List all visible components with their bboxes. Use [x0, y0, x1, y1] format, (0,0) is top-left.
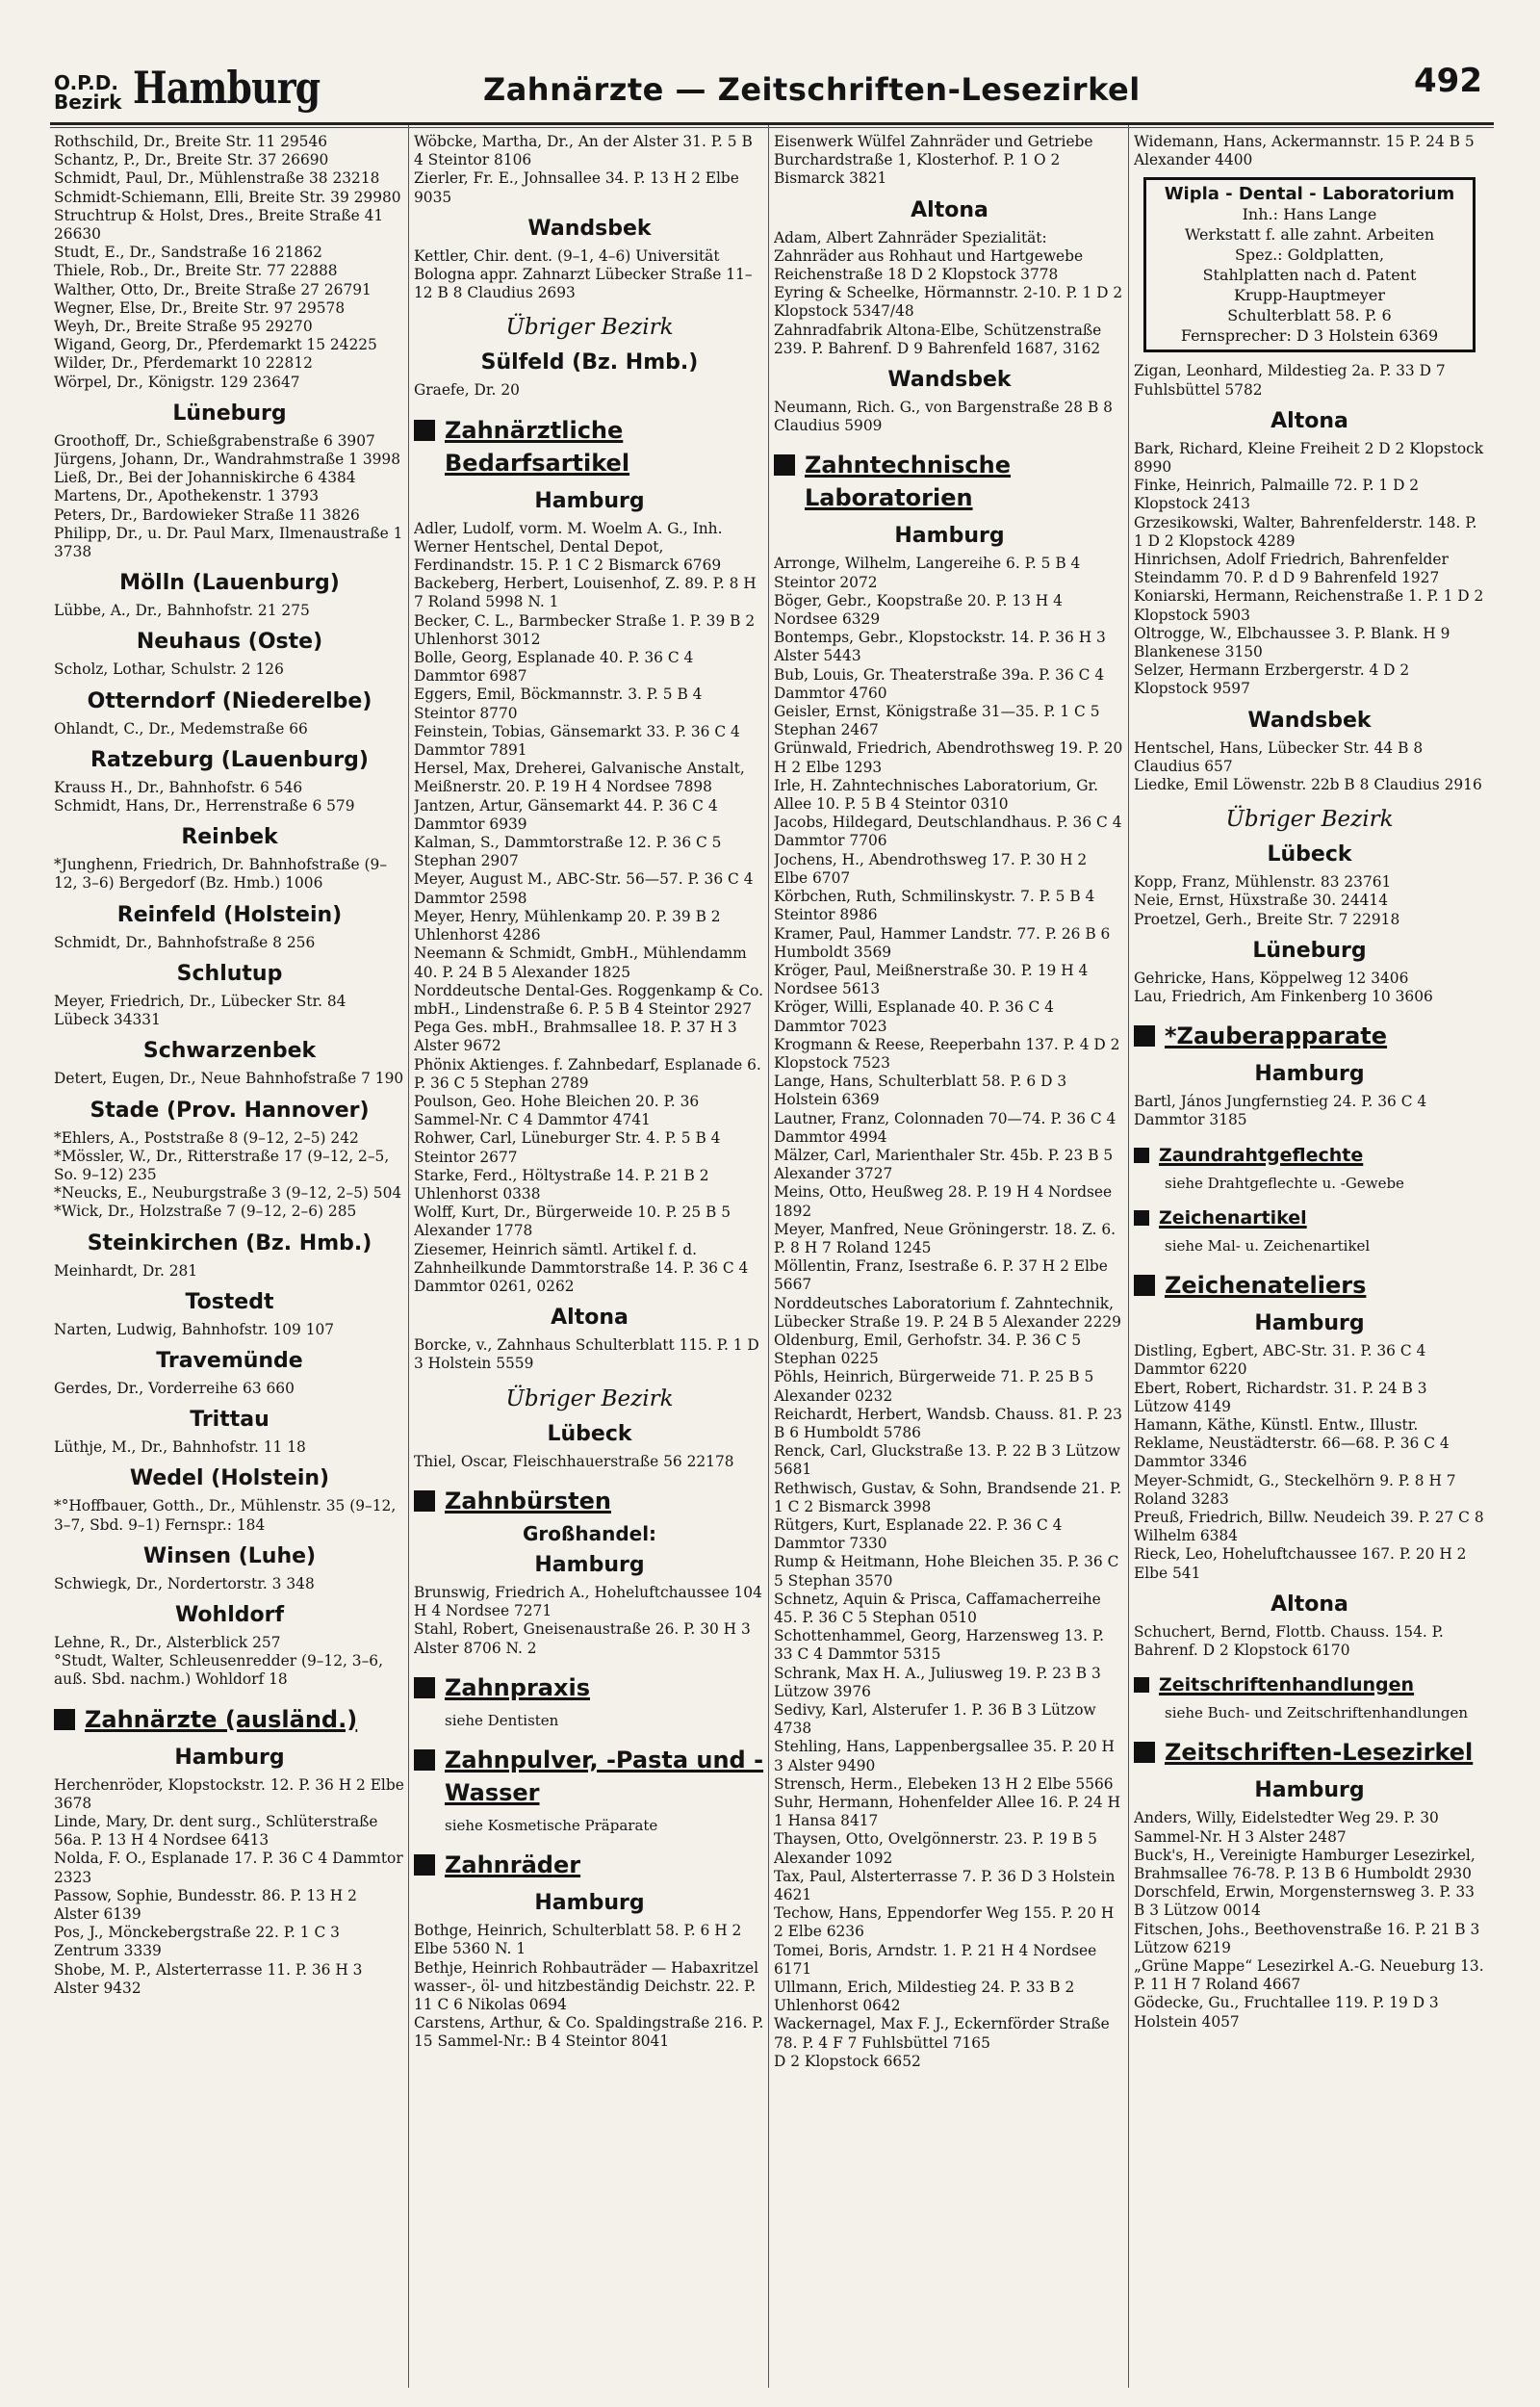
listing-entry: Narten, Ludwig, Bahnhofstr. 109 107: [54, 1320, 335, 1338]
town-heading: Ratzeburg (Lauenburg): [90, 747, 369, 772]
listing-entry: Proetzel, Gerh., Breite Str. 7 22918: [1134, 910, 1400, 928]
listing-entry: Ebert, Robert, Richardstr. 31. P. 24 B 3 Lützow 4149: [1134, 1379, 1427, 1415]
listing-entry: Dorschfeld, Erwin, Morgensternsweg 3. P. 33 B 3 Lützow 0014: [1134, 1883, 1475, 1920]
listing-entry: Kopp, Franz, Mühlenstr. 83 23761: [1134, 873, 1392, 892]
listing-entry: Neemann & Schmidt, GmbH., Mühlendamm 40. P. 24 B 5 Alexander 1825: [414, 945, 747, 981]
section-block: [414, 1744, 765, 1835]
town-heading: Hamburg: [534, 1891, 645, 1916]
section-title: [1165, 1736, 1473, 1769]
listing-entry: Kröger, Paul, Meißnerstraße 30. P. 19 H 4 Nordsee 5613: [774, 961, 1089, 998]
column-divider: [768, 125, 769, 2388]
town-heading: Mölln (Lauenburg): [119, 571, 340, 596]
section-square-icon: [774, 454, 795, 476]
see-also-note: siehe Kosmetische Präparate: [445, 1816, 658, 1834]
listing-entry: Techow, Hans, Eppendorfer Weg 155. P. 20 H 2 Elbe 6236: [774, 1904, 1115, 1941]
listing-entry: Wolff, Kurt, Dr., Bürgerweide 10. P. 25 B 5 Alexander 1778: [414, 1204, 732, 1240]
town-heading: Hamburg: [1254, 1311, 1365, 1336]
listing-entry: Zierler, Fr. E., Johnsallee 34. P. 13 H 2 Elbe 9035: [414, 169, 739, 206]
listing-entry: Jacobs, Hildegard, Deutschlandhaus. P. 36 C 4 Dammtor 7706: [774, 814, 1122, 850]
section-title: [1159, 1144, 1363, 1167]
section-block: [1134, 1206, 1485, 1255]
listing-entry: Anders, Willy, Eidelstedter Weg 29. P. 30 Sammel-Nr. H 3 Alster 2487: [1134, 1809, 1439, 1846]
listing-entry: Meyer, Friedrich, Dr., Lübecker Str. 84 Lübeck 34331: [54, 992, 346, 1029]
listing-entry: Eisenwerk Wülfel Zahnräder und Getriebe Burchardstraße 1, Klosterhof. P. 1 O 2 Bismarck 3821: [774, 133, 1093, 188]
listing-entry: Krogmann & Reese, Reeperbahn 137. P. 4 D 2 Klopstock 7523: [774, 1035, 1120, 1072]
section-title-text: Zahnärzte (ausländ.): [85, 1705, 358, 1733]
section-square-icon: [1134, 1677, 1149, 1693]
listing-entry: Ziesemer, Heinrich sämtl. Artikel f. d. Zahnheilkunde Dammtorstraße 14. P. 36 C 4 Dammtor 0261, 0262: [414, 1240, 749, 1295]
listing-entry: Wegner, Else, Dr., Breite Str. 97 29578: [54, 298, 346, 317]
listing-entry: Bethje, Heinrich Rohbauträder — Habaxritzel wasser-, öl- und hitzbeständig Deichstr. 22. P. 11 C 6 Nikolas 0694: [414, 1958, 759, 2013]
listing-entry: Kalman, S., Dammtorstraße 12. P. 36 C 5 Stephan 2907: [414, 834, 722, 870]
listing-entry: Backeberg, Herbert, Louisenhof, Z. 89. P. 8 H 7 Roland 5998 N. 1: [414, 575, 757, 611]
section-square-icon: [414, 1749, 435, 1771]
listing-entry: Wackernagel, Max F. J., Eckernförder Straße 78. P. 4 F 7 Fuhlsbüttel 7165: [774, 2015, 1110, 2052]
listing-entry: Schrank, Max H. A., Juliusweg 19. P. 23 B 3 Lützow 3976: [774, 1664, 1101, 1700]
listing-entry: *Ehlers, A., Poststraße 8 (9–12, 2–5) 242: [54, 1128, 359, 1147]
section-square-icon: [1134, 1275, 1155, 1296]
listing-entry: Adler, Ludolf, vorm. M. Woelm A. G., Inh. Werner Hentschel, Dental Depot, Ferdinandstr. 15. P. 1 C 2 Bismarck 6769: [414, 519, 723, 575]
listing-entry: Ließ, Dr., Bei der Johanniskirche 6 4384: [54, 469, 356, 487]
listing-entry: Philipp, Dr., u. Dr. Paul Marx, Ilmenaustraße 1 3738: [54, 524, 403, 561]
section-heading: [414, 414, 765, 479]
section-square-icon: [414, 1854, 435, 1876]
listing-entry: Rieck, Leo, Hoheluftchaussee 167. P. 20 H 2 Elbe 541: [1134, 1545, 1467, 1582]
listing-entry: Oldenburg, Emil, Gerhofstr. 34. P. 36 C 5 Stephan 0225: [774, 1331, 1082, 1368]
listing-entry: Neumann, Rich. G., von Bargenstraße 28 B 8 Claudius 5909: [774, 399, 1113, 435]
listing-entry: Liedke, Emil Löwenstr. 22b B 8 Claudius 2916: [1134, 776, 1482, 794]
section-block: [774, 449, 1125, 514]
listing-entry: Norddeutsches Laboratorium f. Zahntechnik, Lübecker Straße 19. P. 24 B 5 Alexander 2229: [774, 1294, 1121, 1331]
town-heading: Wandsbek: [527, 216, 652, 241]
listing-entry: Brunswig, Friedrich A., Hoheluftchaussee 104 H 4 Nordsee 7271: [414, 1583, 762, 1620]
listing-entry: Lehne, R., Dr., Alsterblick 257: [54, 1633, 281, 1651]
listing-entry: Grünwald, Friedrich, Abendrothsweg 19. P. 20 H 2 Elbe 1293: [774, 739, 1123, 776]
listing-entry: Selzer, Hermann Erzbergerstr. 4 D 2 Klopstock 9597: [1134, 661, 1410, 698]
listing-entry: Peters, Dr., Bardowieker Straße 11 3826: [54, 505, 360, 524]
section-heading: [1134, 1020, 1485, 1052]
section-heading: [1134, 1736, 1485, 1769]
listing-entry: Oltrogge, W., Elbchaussee 3. P. Blank. H 9 Blankenese 3150: [1134, 624, 1450, 661]
column-divider: [408, 125, 409, 2388]
column-1: [54, 133, 405, 2386]
section-block: [1134, 1020, 1485, 1052]
listing-entry: Groothoff, Dr., Schießgrabenstraße 6 3907: [54, 431, 375, 450]
listing-entry: Schnetz, Aquin & Prisca, Caffamacherreihe 45. P. 36 C 5 Stephan 0510: [774, 1590, 1101, 1627]
listing-entry: Bark, Richard, Kleine Freiheit 2 D 2 Klopstock 8990: [1134, 439, 1484, 477]
listing-entry: Carstens, Arthur, & Co. Spaldingstraße 216. P. 15 Sammel-Nr.: B 4 Steintor 8041: [414, 2014, 764, 2051]
listing-entry: Tomei, Boris, Arndstr. 1. P. 21 H 4 Nordsee 6171: [774, 1941, 1097, 1978]
header-rule-thin: [50, 127, 1494, 128]
listing-entry: Meyer, Manfred, Neue Gröningerstr. 18. Z. 6. P. 8 H 7 Roland 1245: [774, 1220, 1116, 1256]
section-block: [1134, 1144, 1485, 1193]
wholesale-label: Großhandel:: [522, 1521, 657, 1545]
listing-entry: Jantzen, Artur, Gänsemarkt 44. P. 36 C 4 Dammtor 6939: [414, 796, 718, 833]
listing-entry: Meyer, Henry, Mühlenkamp 20. P. 39 B 2 Uhlenhorst 4286: [414, 907, 721, 945]
listing-entry: Shobe, M. P., Alsterterrasse 11. P. 36 H 3 Alster 9432: [54, 1960, 363, 1997]
town-heading: Lübeck: [547, 1421, 632, 1446]
town-heading: Tostedt: [185, 1289, 274, 1314]
section-block: [1134, 1736, 1485, 1769]
listing-entry: Wörpel, Dr., Königstr. 129 23647: [54, 373, 300, 391]
ad-title: Wipla - Dental - Laboratorium: [1164, 184, 1455, 205]
town-heading: Winsen (Luhe): [142, 1543, 317, 1568]
listing-entry: Widemann, Hans, Ackermannstr. 15 P. 24 B 5 Alexander 4400: [1134, 133, 1475, 169]
section-title: [1159, 1206, 1307, 1229]
section-square-icon: [414, 420, 435, 441]
listing-entry: Kramer, Paul, Hammer Landstr. 77. P. 26 B 6 Humboldt 3569: [774, 924, 1111, 961]
town-heading: Schlutup: [176, 961, 283, 986]
listing-entry: Tax, Paul, Alsterterrasse 7. P. 36 D 3 Holstein 4621: [774, 1867, 1116, 1904]
town-heading: Hamburg: [534, 488, 645, 513]
town-heading: Steinkirchen (Bz. Hmb.): [87, 1230, 372, 1255]
section-title: [445, 1671, 590, 1704]
section-title-text: *Zauberapparate: [1165, 1022, 1388, 1050]
listing-entry: Wöbcke, Martha, Dr., An der Alster 31. P. 5 B 4 Steintor 8106: [414, 133, 753, 169]
listing-entry: Meyer, August M., ABC-Str. 56—57. P. 36 C 4 Dammtor 2598: [414, 870, 754, 907]
section-title-text: Zeitschriftenhandlungen: [1159, 1674, 1415, 1696]
section-heading: [414, 1671, 765, 1704]
listing-entry: Rothschild, Dr., Breite Str. 11 29546: [54, 133, 328, 150]
listing-entry: Fitschen, Johs., Beethovenstraße 16. P. 21 B 3 Lützow 6219: [1134, 1920, 1480, 1956]
listing-entry: Wigand, Georg, Dr., Pferdemarkt 15 24225: [54, 336, 377, 354]
listing-entry: Weyh, Dr., Breite Straße 95 29270: [54, 318, 313, 336]
town-heading: Sülfeld (Bz. Hmb.): [480, 350, 699, 375]
town-heading: Altona: [1270, 408, 1348, 433]
town-heading: Reinfeld (Holstein): [116, 902, 343, 927]
section-square-icon: [1134, 1025, 1155, 1047]
listing-entry: Lautner, Franz, Colonnaden 70—74. P. 36 C 4 Dammtor 4994: [774, 1109, 1116, 1146]
section-block: [414, 1849, 765, 1881]
listing-entry: Lüthje, M., Dr., Bahnhofstr. 11 18: [54, 1438, 306, 1457]
listing-entry: Kröger, Willi, Esplanade 40. P. 36 C 4 Dammtor 7023: [774, 998, 1054, 1035]
listing-entry: Stahl, Robert, Gneisenaustraße 26. P. 30 H 3 Alster 8706 N. 2: [414, 1620, 751, 1657]
ad-line: Inh.: Hans Lange: [1242, 205, 1377, 224]
column-2: [414, 133, 765, 2386]
listing-entry: Lange, Hans, Schulterblatt 58. P. 6 D 3 Holstein 6369: [774, 1073, 1067, 1109]
section-title-text: Zeichenartikel: [1159, 1206, 1307, 1229]
listing-entry: Jürgens, Johann, Dr., Wandrahmstraße 1 3998: [54, 451, 401, 469]
listing-entry: Zahnradfabrik Altona-Elbe, Schützenstraße 239. P. Bahrenf. D 9 Bahrenfeld 1687, 3162: [774, 321, 1102, 357]
listing-entry: Möllentin, Franz, Isestraße 6. P. 37 H 2 Elbe 5667: [774, 1257, 1108, 1294]
section-block: [54, 1703, 405, 1736]
section-heading: [1134, 1673, 1485, 1696]
listing-entry: Schuchert, Bernd, Flottb. Chauss. 154. P. Bahrenf. D 2 Klopstock 6170: [1134, 1622, 1444, 1659]
listing-entry: Koniarski, Hermann, Reichenstraße 1. P. 1 D 2 Klopstock 5903: [1134, 587, 1484, 624]
listing-entry: Kettler, Chir. dent. (9–1, 4–6) Universität Bologna appr. Zahnarzt Lübecker Straße 11–12 B 8 Claudius 2693: [414, 246, 753, 302]
listing-entry: Suhr, Hermann, Hohenfelder Allee 16. P. 24 H 1 Hansa 8417: [774, 1794, 1120, 1830]
listing-entry: Hersel, Max, Dreherei, Galvanische Anstalt, Meißnerstr. 20. P. 19 H 4 Nordsee 7898: [414, 760, 745, 796]
listing-entry: Bartl, János Jungfernstieg 24. P. 36 C 4 Dammtor 3185: [1134, 1093, 1427, 1129]
ad-line: Fernsprecher: D 3 Holstein 6369: [1180, 326, 1439, 346]
listing-entry: Hinrichsen, Adolf Friedrich, Bahrenfelder Steindamm 70. P. d D 9 Bahrenfeld 1927: [1134, 551, 1449, 587]
section-title-text: Zahnräder: [445, 1851, 581, 1879]
section-title: [1165, 1269, 1366, 1302]
listing-entry: Linde, Mary, Dr. dent surg., Schlüterstraße 56a. P. 13 H 4 Nordsee 6413: [54, 1812, 378, 1850]
listing-entry: Ullmann, Erich, Mildestieg 24. P. 33 B 2 Uhlenhorst 0642: [774, 1979, 1075, 2015]
ad-line: Spez.: Goldplatten,: [1234, 246, 1385, 265]
listing-entry: Körbchen, Ruth, Schmilinskystr. 7. P. 5 B 4 Steintor 8986: [774, 888, 1095, 924]
listing-entry: Rohwer, Carl, Lüneburger Str. 4. P. 5 B 4 Steintor 2677: [414, 1129, 721, 1166]
listing-entry: Böger, Gebr., Koopstraße 20. P. 13 H 4 Nordsee 6329: [774, 591, 1063, 629]
page-number: 492: [1414, 62, 1482, 100]
section-heading: [414, 1849, 765, 1881]
section-title-text: Zahnärztliche Bedarfsartikel: [445, 416, 630, 477]
listing-entry: Feinstein, Tobias, Gänsemarkt 33. P. 36 C 4 Dammtor 7891: [414, 722, 740, 760]
section-square-icon: [1134, 1742, 1155, 1763]
listing-entry: Thiele, Rob., Dr., Breite Str. 77 22888: [54, 262, 338, 280]
section-title: [1165, 1020, 1387, 1052]
town-heading: Wohldorf: [174, 1602, 285, 1627]
listing-entry: Thiel, Oscar, Fleischhauerstraße 56 22178: [414, 1452, 734, 1470]
section-title-text: Zahnbürsten: [445, 1487, 611, 1514]
section-heading: [414, 1485, 765, 1517]
section-square-icon: [54, 1709, 75, 1730]
listing-entry: Irle, H. Zahntechnisches Laboratorium, Gr. Allee 10. P. 5 B 4 Steintor 0310: [774, 776, 1099, 814]
column-4: [1134, 133, 1485, 2386]
see-also-note: siehe Buch- und Zeitschriftenhandlungen: [1165, 1704, 1469, 1722]
listing-entry: Walther, Otto, Dr., Breite Straße 27 26791: [54, 280, 372, 298]
listing-entry: Rump & Heitmann, Hohe Bleichen 35. P. 36 C 5 Stephan 3570: [774, 1553, 1119, 1590]
listing-entry: Scholz, Lothar, Schulstr. 2 126: [54, 660, 284, 679]
listing-entry: Schmidt-Schiemann, Elli, Breite Str. 39 29980: [54, 188, 401, 206]
listing-entry: Gödecke, Gu., Fruchtallee 119. P. 19 D 3 Holstein 4057: [1134, 1994, 1439, 2031]
listing-entry: Preuß, Friedrich, Billw. Neudeich 39. P. 27 C 8 Wilhelm 6384: [1134, 1508, 1484, 1545]
listing-entry: Renck, Carl, Gluckstraße 13. P. 22 B 3 Lützow 5681: [774, 1442, 1120, 1479]
listing-entry: Poulson, Geo. Hohe Bleichen 20. P. 36 Sammel-Nr. C 4 Dammtor 4741: [414, 1092, 700, 1129]
listing-entry: *Junghenn, Friedrich, Dr. Bahnhofstraße (9–12, 3–6) Bergedorf (Bz. Hmb.) 1006: [54, 856, 388, 893]
section-title-text: Zeichenateliers: [1165, 1272, 1367, 1300]
listing-entry: Studt, E., Dr., Sandstraße 16 21862: [54, 244, 322, 262]
section-title: [445, 1485, 611, 1517]
section-title-text: Zaundrahtgeflechte: [1159, 1144, 1364, 1166]
listing-entry: Meinhardt, Dr. 281: [54, 1261, 198, 1280]
ad-line: Werkstatt f. alle zahnt. Arbeiten: [1184, 225, 1435, 245]
town-heading: Otterndorf (Niederelbe): [87, 688, 372, 713]
town-heading: Trittau: [190, 1408, 270, 1433]
listing-entry: Mälzer, Carl, Marienthaler Str. 45b. P. 23 B 5 Alexander 3727: [774, 1146, 1114, 1183]
listing-entry: *Wick, Dr., Holzstraße 7 (9–12, 2–6) 285: [54, 1203, 357, 1221]
listing-entry: Buck's, H., Vereinigte Hamburger Lesezirkel, Brahmsallee 76-78. P. 13 B 6 Humboldt 2930: [1134, 1846, 1476, 1882]
listing-entry: Neie, Ernst, Hüxstraße 30. 24414: [1134, 892, 1389, 910]
page-header: [50, 60, 1494, 121]
listing-entry: Hamann, Käthe, Künstl. Entw., Illustr. Reklame, Neustädterstr. 66—68. P. 36 C 4 Dammtor 3346: [1134, 1415, 1450, 1471]
listing-entry: Geisler, Ernst, Königstraße 31—35. P. 1 C 5 Stephan 2467: [774, 703, 1100, 739]
page-title: Zahnärzte — Zeitschriften-Lesezirkel: [483, 71, 1141, 108]
section-title: [1159, 1673, 1414, 1696]
listing-entry: Rethwisch, Gustav, & Sohn, Brandsende 21. P. 1 C 2 Bismarck 3998: [774, 1479, 1122, 1515]
listing-entry: Graefe, Dr. 20: [414, 381, 520, 400]
listing-entry: Becker, C. L., Barmbecker Straße 1. P. 39 B 2 Uhlenhorst 3012: [414, 611, 756, 648]
listing-entry: Bub, Louis, Gr. Theaterstraße 39a. P. 36 C 4 Dammtor 4760: [774, 665, 1105, 702]
listing-entry: Sedivy, Karl, Alsterufer 1. P. 36 B 3 Lützow 4738: [774, 1701, 1096, 1738]
listing-entry: Martens, Dr., Apothekenstr. 1 3793: [54, 487, 320, 505]
section-square-icon: [414, 1677, 435, 1698]
listing-entry: Meyer-Schmidt, G., Steckelhörn 9. P. 8 H 7 Roland 3283: [1134, 1471, 1456, 1508]
section-block: [1134, 1673, 1485, 1722]
listing-entry: Grzesikowski, Walter, Bahrenfelderstr. 148. P. 1 D 2 Klopstock 4289: [1134, 513, 1477, 550]
town-heading: Schwarzenbek: [142, 1039, 317, 1064]
section-square-icon: [414, 1490, 435, 1512]
listing-entry: Zigan, Leonhard, Mildestieg 2a. P. 33 D 7 Fuhlsbüttel 5782: [1134, 362, 1446, 399]
listing-entry: Nolda, F. O., Esplanade 17. P. 36 C 4 Dammtor 2323: [54, 1850, 403, 1886]
listing-entry: Adam, Albert Zahnräder Spezialität: Zahnräder aus Rohhaut und Hartgewebe Reichenstraße 18 D 2 Klopstock 3778: [774, 228, 1084, 284]
listing-entry: *°Hoffbauer, Gotth., Dr., Mühlenstr. 35 (9–12, 3–7, Sbd. 9–1) Fernspr.: 184: [54, 1497, 397, 1534]
listing-entry: Schottenhammel, Georg, Harzensweg 13. P. 33 C 4 Dammtor 5315: [774, 1627, 1104, 1664]
see-also-note: siehe Drahtgeflechte u. -Gewebe: [1165, 1174, 1404, 1192]
town-heading: Altona: [551, 1306, 629, 1331]
bezirk-label: Bezirk: [54, 91, 122, 114]
section-title-text: Zahnpraxis: [445, 1673, 590, 1701]
town-heading: Lüneburg: [1252, 938, 1367, 963]
column-divider: [1128, 125, 1129, 2388]
see-also-note: siehe Dentisten: [445, 1711, 559, 1729]
listing-entry: Thaysen, Otto, Ovelgönnerstr. 23. P. 19 B 5 Alexander 1092: [774, 1830, 1097, 1867]
section-block: [1134, 1269, 1485, 1302]
listing-entry: Lau, Friedrich, Am Finkenberg 10 3606: [1134, 988, 1433, 1006]
region-subheading: Übriger Bezirk: [1225, 807, 1394, 833]
town-heading: Hamburg: [894, 524, 1005, 549]
listing-entry: Starke, Ferd., Höltystraße 14. P. 21 B 2 Uhlenhorst 0338: [414, 1166, 709, 1203]
section-title: [445, 1744, 765, 1809]
town-heading: Wandsbek: [1247, 708, 1372, 733]
listing-entry: Reichardt, Herbert, Wandsb. Chauss. 81. P. 23 B 6 Humboldt 5786: [774, 1405, 1122, 1441]
ad-line: Stahlplatten nach d. Patent: [1202, 266, 1417, 285]
listing-entry: Herchenröder, Klopstockstr. 12. P. 36 H 2 Elbe 3678: [54, 1775, 404, 1812]
listing-entry: Distling, Egbert, ABC-Str. 31. P. 36 C 4 Dammtor 6220: [1134, 1342, 1426, 1379]
listing-entry: Passow, Sophie, Bundesstr. 86. P. 13 H 2 Alster 6139: [54, 1886, 357, 1923]
listing-entry: Rütgers, Kurt, Esplanade 22. P. 36 C 4 Dammtor 7330: [774, 1516, 1063, 1553]
town-heading: Altona: [1270, 1592, 1348, 1617]
opd-label: O.P.D.: [54, 71, 118, 94]
listing-entry: Borcke, v., Zahnhaus Schulterblatt 115. P. 1 D 3 Holstein 5559: [414, 1336, 759, 1373]
section-title: [85, 1703, 357, 1736]
section-title: [445, 414, 765, 479]
section-heading: [1134, 1206, 1485, 1229]
listing-entry: Schmidt, Paul, Dr., Mühlenstraße 38 23218: [54, 169, 380, 188]
section-square-icon: [1134, 1148, 1149, 1163]
listing-entry: Wilder, Dr., Pferdemarkt 10 22812: [54, 354, 313, 373]
header-rule: [50, 122, 1494, 125]
listing-entry: Bolle, Georg, Esplanade 40. P. 36 C 4 Dammtor 6987: [414, 649, 694, 686]
section-heading: [54, 1703, 405, 1736]
listing-entry: Hentschel, Hans, Lübecker Str. 44 B 8 Claudius 657: [1134, 738, 1424, 775]
listing-entry: *Mössler, W., Dr., Ritterstraße 17 (9–12, 2–5, So. 9–12) 235: [54, 1147, 390, 1183]
listing-entry: Lübbe, A., Dr., Bahnhofstr. 21 275: [54, 602, 310, 620]
town-heading: Stade (Prov. Hannover): [90, 1098, 370, 1123]
town-heading: Lübeck: [1267, 842, 1352, 867]
town-heading: Hamburg: [1254, 1778, 1365, 1803]
region-subheading: Übriger Bezirk: [505, 315, 674, 341]
listing-entry: Stehling, Hans, Lappenbergsallee 35. P. 20 H 3 Alster 9490: [774, 1738, 1115, 1774]
town-heading: Lüneburg: [172, 401, 287, 426]
town-heading: Reinbek: [181, 825, 278, 850]
listing-entry: *Neucks, E., Neuburgstraße 3 (9–12, 2–5) 504: [54, 1184, 402, 1203]
listing-entry: Detert, Eugen, Dr., Neue Bahnhofstraße 7 190: [54, 1070, 404, 1088]
town-heading: Hamburg: [1254, 1062, 1365, 1087]
town-heading: Neuhaus (Oste): [136, 630, 323, 655]
listing-entry: Gehricke, Hans, Köppelweg 12 3406: [1134, 969, 1409, 987]
listing-entry: Eggers, Emil, Böckmannstr. 3. P. 5 B 4 Steintor 8770: [414, 686, 703, 722]
listing-entry: Pega Ges. mbH., Brahmsallee 18. P. 37 H 3 Alster 9672: [414, 1019, 737, 1055]
listing-entry: Finke, Heinrich, Palmaille 72. P. 1 D 2 Klopstock 2413: [1134, 477, 1420, 513]
listing-entry: Pöhls, Heinrich, Bürgerweide 71. P. 25 B 5 Alexander 0232: [774, 1368, 1094, 1405]
section-title-text: Zeitschriften-Lesezirkel: [1165, 1739, 1474, 1767]
section-heading: [774, 449, 1125, 514]
listing-entry: Schmidt, Dr., Bahnhofstraße 8 256: [54, 933, 316, 951]
town-heading: Wedel (Holstein): [129, 1466, 330, 1491]
listing-entry: Norddeutsche Dental-Ges. Roggenkamp & Co. mbH., Lindenstraße 6. P. 5 B 4 Steintor 2927: [414, 981, 764, 1018]
section-block: [414, 414, 765, 479]
listing-entry: Strensch, Herm., Elebeken 13 H 2 Elbe 5566: [774, 1774, 1114, 1793]
section-square-icon: [1134, 1210, 1149, 1226]
advertisement-box: [1143, 177, 1476, 352]
column-3: [774, 133, 1125, 2386]
see-also-note: siehe Mal- u. Zeichenartikel: [1165, 1236, 1371, 1255]
section-title: [805, 449, 1125, 514]
listing-entry: Pos, J., Mönckebergstraße 22. P. 1 C 3 Zentrum 3339: [54, 1924, 340, 1960]
ad-line: Krupp-Hauptmeyer: [1233, 286, 1386, 305]
listing-entry: Arronge, Wilhelm, Langereihe 6. P. 5 B 4 Steintor 2072: [774, 555, 1081, 591]
listing-entry: Krauss H., Dr., Bahnhofstr. 6 546: [54, 778, 303, 796]
listing-entry: Eyring & Scheelke, Hörmannstr. 2-10. P. 1 D 2 Klopstock 5347/48: [774, 284, 1123, 321]
section-heading: [1134, 1144, 1485, 1167]
listing-entry: Struchtrup & Holst, Dres., Breite Straße 41 26630: [54, 206, 384, 244]
section-title-text: Zahnpulver, -Pasta und -Wasser: [445, 1746, 764, 1806]
section-title-text: Zahntechnische Laboratorien: [805, 452, 1012, 512]
section-block: [414, 1485, 765, 1517]
listing-entry: Ohlandt, C., Dr., Medemstraße 66: [54, 719, 308, 738]
section-heading: [414, 1744, 765, 1809]
town-heading: Travemünde: [156, 1348, 303, 1373]
town-heading: Hamburg: [534, 1552, 645, 1577]
town-heading: Wandsbek: [887, 368, 1012, 393]
district-label: [54, 73, 121, 112]
district-city: Hamburg: [133, 62, 321, 114]
section-heading: [1134, 1269, 1485, 1302]
listing-entry: D 2 Klopstock 6652: [774, 2052, 921, 2070]
ad-line: Schulterblatt 58. P. 6: [1227, 306, 1392, 325]
listing-entry: Bontemps, Gebr., Klopstockstr. 14. P. 36 H 3 Alster 5443: [774, 629, 1106, 665]
section-block: [414, 1671, 765, 1730]
listing-entry: Schwiegk, Dr., Nordertorstr. 3 348: [54, 1574, 315, 1592]
town-heading: Altona: [911, 197, 988, 222]
listing-entry: Schmidt, Hans, Dr., Herrenstraße 6 579: [54, 797, 355, 815]
listing-entry: „Grüne Mappe“ Lesezirkel A.-G. Neueburg 13. P. 11 H 7 Roland 4667: [1134, 1956, 1484, 1994]
listing-entry: Jochens, H., Abendrothsweg 17. P. 30 H 2 Elbe 6707: [774, 850, 1088, 887]
section-title: [445, 1849, 580, 1881]
listing-entry: °Studt, Walter, Schleusenredder (9–12, 3–6, auß. Sbd. nachm.) Wohldorf 18: [54, 1652, 383, 1689]
listing-entry: Bothge, Heinrich, Schulterblatt 58. P. 6 H 2 Elbe 5360 N. 1: [414, 1922, 742, 1958]
listing-entry: Gerdes, Dr., Vorderreihe 63 660: [54, 1379, 295, 1397]
listing-entry: Meins, Otto, Heußweg 28. P. 19 H 4 Nordsee 1892: [774, 1183, 1113, 1220]
region-subheading: Übriger Bezirk: [505, 1385, 674, 1411]
town-heading: Hamburg: [174, 1745, 285, 1770]
listing-entry: Phönix Aktienges. f. Zahnbedarf, Esplanade 6. P. 36 C 5 Stephan 2789: [414, 1055, 761, 1092]
listing-entry: Schantz, P., Dr., Breite Str. 37 26690: [54, 151, 329, 169]
